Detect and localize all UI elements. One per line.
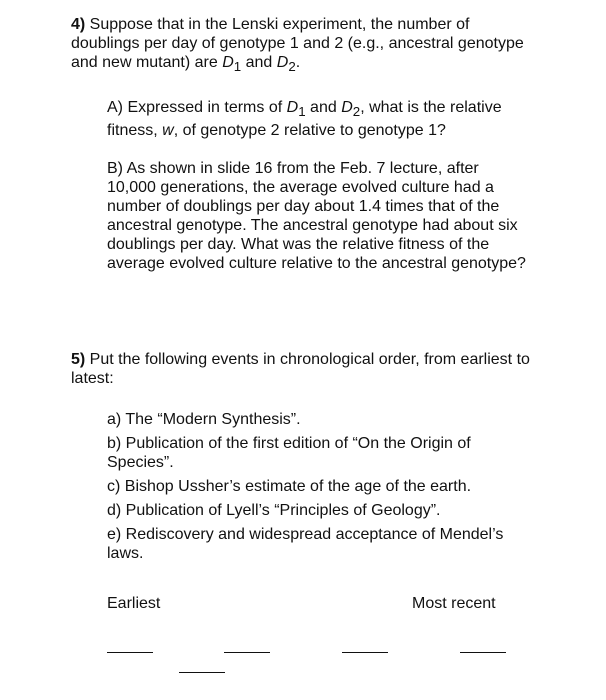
question-5-number: 5): [71, 351, 86, 368]
question-4b: [107, 159, 527, 273]
answer-blank-5[interactable]: [179, 672, 225, 673]
question-5: [71, 350, 541, 388]
d1-symbol: D: [286, 99, 299, 116]
part-a-text-2: , what is the relative fitness,: [107, 99, 502, 140]
event-item-b: b) Publication of the first edition of “On the Origin of Species”.: [107, 435, 471, 471]
question-4-text: Suppose that in the Lenski experiment, the number of doublings per day of genotype 1 and 2 (e.g., ancestral genotype and new mutant) are: [71, 16, 524, 71]
w-symbol: w: [162, 122, 174, 140]
question-4b-text: B) As shown in slide 16 from the Feb. 7 lecture, after 10,000 generations, the average evolved culture had a number of doublings per day about 1.4 times that of the ancestral genotype. The ancestral genotype had about six doublings per day. What was the relative fitness of the average evolved culture relative to the ancestral genotype?: [107, 160, 526, 272]
question-4a-text: [107, 98, 527, 140]
event-item-c: c) Bishop Ussher’s estimate of the age of the earth.: [107, 478, 472, 495]
part-a-text-1: A) Expressed in terms of: [107, 99, 287, 116]
answer-blank-3[interactable]: [342, 652, 388, 653]
most-recent-label: Most recent: [412, 595, 496, 612]
question-4-prompt: [71, 15, 541, 76]
d1-subscript: 1: [298, 104, 306, 120]
event-item-d: d) Publication of Lyell’s “Principles of Geology”.: [107, 502, 441, 519]
d2-subscript: 2: [352, 104, 361, 120]
event-item-e: e) Rediscovery and widespread acceptance of Mendel’s laws.: [107, 526, 504, 562]
part-a-text-3: , of genotype 2 relative to genotype 1?: [173, 122, 446, 140]
d2-subscript: 2: [288, 59, 296, 75]
answer-blank-1[interactable]: [107, 652, 153, 653]
d1-symbol: D: [222, 54, 234, 71]
and-text: and: [305, 99, 342, 116]
event-item-a: a) The “Modern Synthesis”.: [107, 411, 301, 428]
answer-blank-2[interactable]: [224, 652, 270, 653]
d2-symbol: D: [341, 99, 353, 116]
and-text: and: [241, 54, 277, 71]
earliest-label: Earliest: [107, 595, 161, 612]
d1-subscript: 1: [233, 59, 242, 75]
question-4: [71, 15, 541, 76]
d2-symbol: D: [276, 54, 289, 71]
answer-blank-4[interactable]: [460, 652, 506, 653]
question-4a: [107, 98, 527, 140]
event-list: [107, 410, 532, 568]
question-5-text: Put the following events in chronological order, from earliest to latest:: [71, 351, 530, 387]
period: .: [295, 54, 301, 71]
question-5-prompt: [71, 350, 541, 388]
question-4-number: 4): [71, 16, 86, 33]
